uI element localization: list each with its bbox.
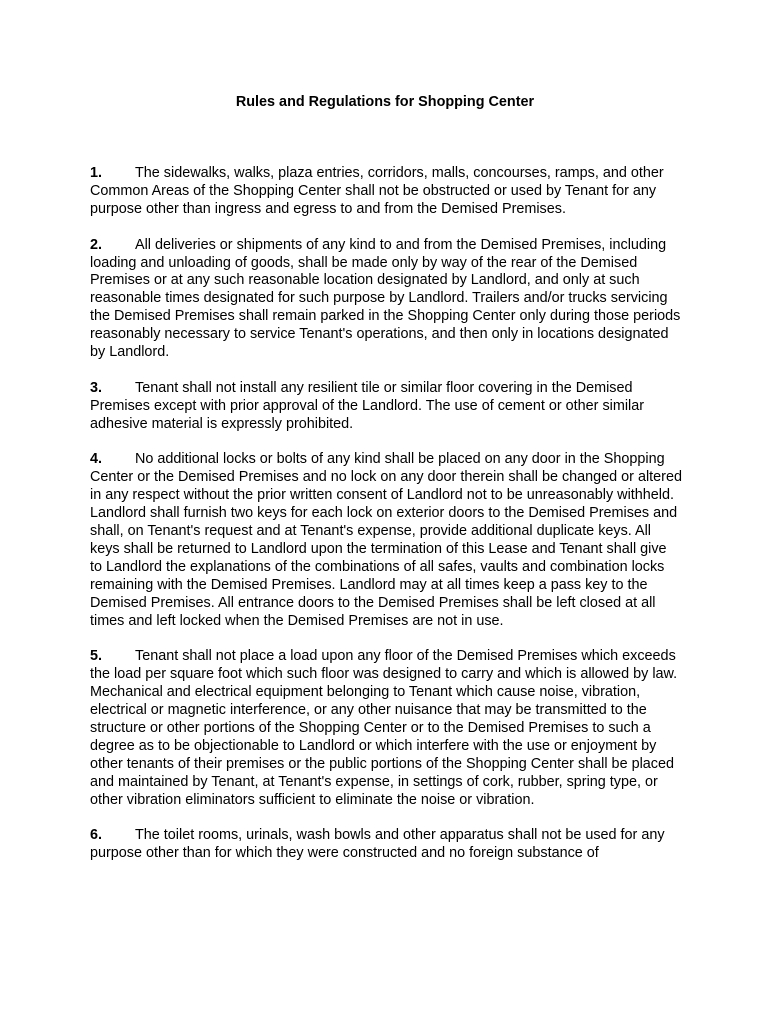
paragraph-text: All deliveries or shipments of any kind to and from the Demised Premises, including loading and unloading of goods, shall be made only by way of the rear of the Demised Premises or at any such reasonable location designated by Landlord, and only at such reasonable times designated for such purpose by Landlord. Trailers and/or trucks servicing the Demised Premises shall remain parked in the Shopping Center only during those periods reasonably necessary to service Tenant's operations, and then only in locations designated by Landlord. — [90, 236, 681, 361]
paragraph-text: No additional locks or bolts of any kind shall be placed on any door in the Shopping Center or the Demised Premises and no lock on any door therein shall be changed or altered in any respect without the prior written consent of Landlord not to be unreasonably withheld. Landlord shall furnish two keys for each lock on exterior doors to the Demised Premises and shall, on Tenant's request and at Tenant's expense, provide additional duplicate keys. All keys shall be returned to Landlord upon the termination of this Lease and Tenant shall give to Landlord the explanations of the combinations of all safes, vaults and combination locks remaining with the Demised Premises. Landlord may at all times keep a pass key to the Demised Premises. All entrance doors to the Demised Premises shall be left closed at all times and left locked when the Demised Premises are not in use. — [90, 451, 682, 629]
paragraph-number: 4. — [90, 451, 103, 468]
paragraph-3 — [90, 380, 682, 434]
paragraph-text: Tenant shall not install any resilient tile or similar floor covering in the Demised Premises except with prior approval of the Landlord. The use of cement or other similar adhesive material is expressly prohibited. — [90, 379, 645, 432]
paragraph-number: 2. — [90, 236, 103, 253]
document-title: Rules and Regulations for Shopping Center — [235, 94, 535, 110]
document-body — [90, 165, 682, 881]
paragraph-1 — [90, 165, 682, 219]
paragraph-text: The toilet rooms, urinals, wash bowls and other apparatus shall not be used for any purpose other than for which they were constructed and no foreign substance of — [90, 827, 665, 862]
paragraph-number: 3. — [90, 379, 103, 396]
paragraph-4 — [90, 451, 682, 630]
paragraph-5 — [90, 648, 682, 809]
paragraph-number: 5. — [90, 648, 103, 665]
paragraph-2 — [90, 237, 682, 362]
paragraph-text: Tenant shall not place a load upon any floor of the Demised Premises which exceeds the load per square foot which such floor was designed to carry and which is allowed by law. Mechanical and electrical equipment belonging to Tenant which cause noise, vibration, electrical or magnetic interference, or any other nuisance that may be transmitted to the structure or other portions of the Shopping Center or to the Demised Premises to such a degree as to be objectionable to Landlord or which interfere with the use or enjoyment by other tenants of their premises or the public portions of the Shopping Center shall be placed and maintained by Tenant, at Tenant's expense, in settings of cork, rubber, spring type, or other vibration eliminators sufficient to eliminate the noise or vibration. — [90, 648, 678, 808]
paragraph-text: The sidewalks, walks, plaza entries, corridors, malls, concourses, ramps, and other Common Areas of the Shopping Center shall not be obstructed or used by Tenant for any purpose other than ingress and egress to and from the Demised Premises. — [90, 165, 664, 217]
paragraph-number: 6. — [90, 827, 103, 844]
paragraph-6 — [90, 827, 682, 863]
paragraph-number: 1. — [90, 165, 103, 181]
